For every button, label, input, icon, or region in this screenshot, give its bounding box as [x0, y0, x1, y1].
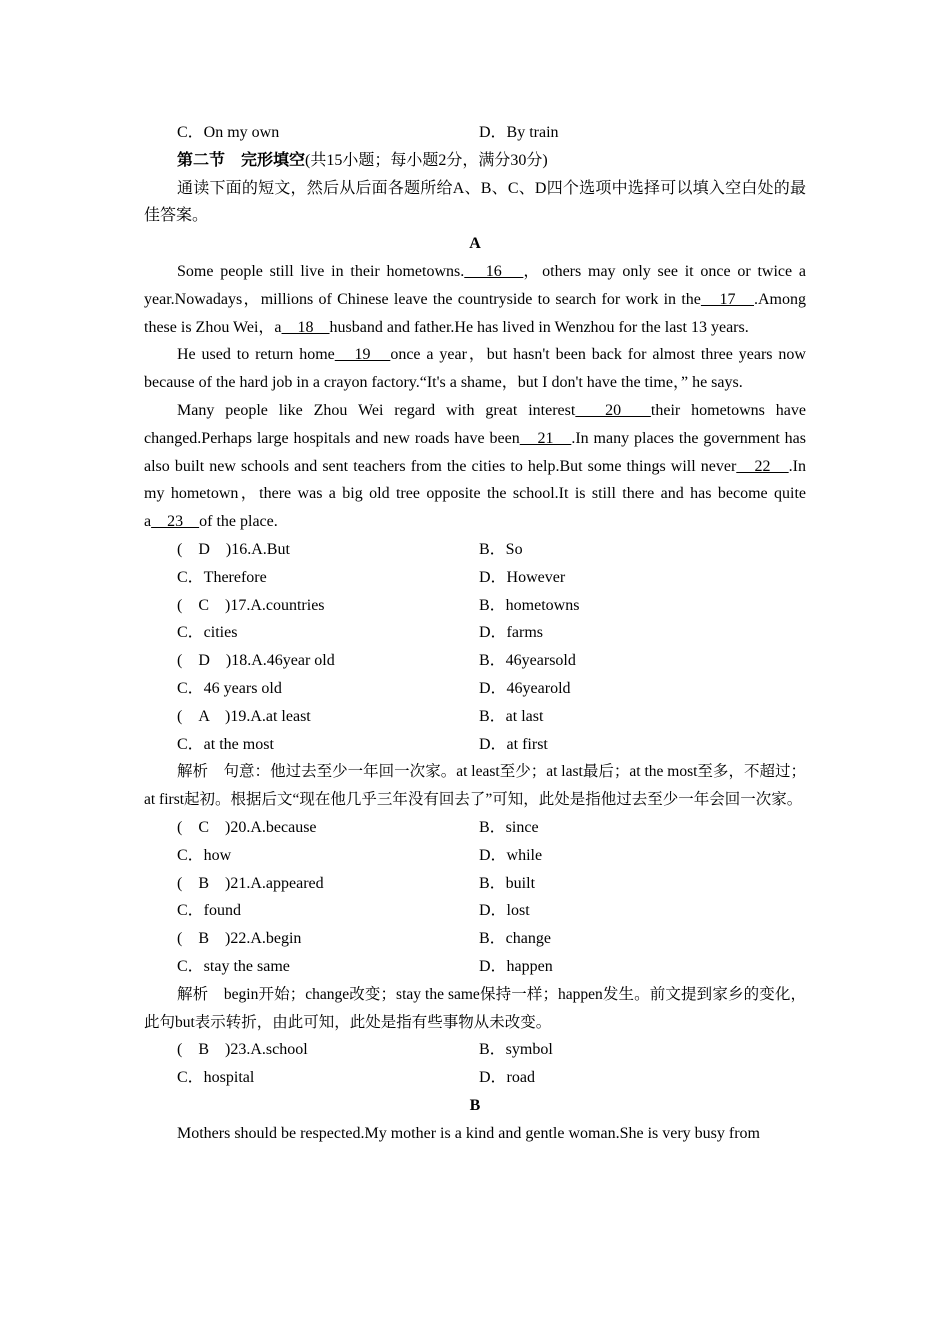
option-right: D．happen: [479, 957, 553, 975]
option-right: D．46yearold: [479, 679, 571, 697]
option-right: B．since: [479, 818, 539, 836]
section-title: [144, 147, 806, 175]
option-left: ( B )23.A.school: [177, 1041, 308, 1059]
option-right: D．However: [479, 568, 566, 586]
option-left: ( A )19.A.at least: [177, 707, 311, 725]
option-left: C．Therefore: [177, 568, 267, 586]
blank-20: 20: [575, 401, 651, 419]
question-row: [144, 1064, 806, 1092]
text-run: once a year，but hasn't been back for almost three years now because of the hard job in a crayon factory.“It's a shame，but I don't have the time，” he says.: [144, 346, 806, 392]
text-run: .In many places the government has also built new schools and sent teachers from the cities to help.But some things will never: [144, 429, 806, 475]
blank-22: 22: [736, 457, 789, 475]
option-left: C．at the most: [177, 735, 274, 753]
blank-16: 16: [464, 262, 524, 280]
text-run: .In my hometown，there was a big old tree opposite the school.It is still there and has become quite a: [144, 457, 806, 531]
section-title-rest: (共15小题；每小题2分，满分30分): [305, 151, 548, 169]
text-run: ，others may only see it once or twice a year.Nowadays，millions of Chinese leave the countryside to search for work in the: [144, 262, 806, 308]
option-d: D．By train: [479, 124, 559, 141]
option-right: D．farms: [479, 624, 543, 642]
option-right: B．symbol: [479, 1041, 553, 1059]
blank-17: 17: [700, 290, 754, 308]
question-row: [144, 536, 806, 564]
option-left: ( B )21.A.appeared: [177, 874, 324, 892]
blank-19: 19: [334, 346, 391, 364]
question-row: [144, 842, 806, 870]
passage-b-heading: B: [469, 1096, 481, 1114]
question-row: [144, 592, 806, 620]
passage-a-heading: A: [469, 235, 481, 253]
text-run: husband and father.He has lived in Wenzhou for the last 13 years.: [329, 318, 749, 336]
question-row: [144, 731, 806, 759]
option-left: ( D )16.A.But: [177, 540, 290, 558]
question-row: [144, 1036, 806, 1064]
option-left: ( D )18.A.46year old: [177, 652, 335, 670]
option-right: D．lost: [479, 902, 530, 920]
option-right: B．change: [479, 930, 551, 948]
question-row: [144, 953, 806, 981]
option-right: D．while: [479, 846, 543, 864]
passage-a-paragraph-3: [144, 397, 806, 536]
option-left: ( C )17.A.countries: [177, 596, 325, 614]
option-left: C．cities: [177, 624, 238, 642]
text-run: Many people like Zhou Wei regard with great interest: [177, 401, 576, 419]
passage-a-paragraph-2: [144, 341, 806, 397]
blank-18: 18: [281, 318, 330, 336]
question-row: [144, 703, 806, 731]
option-left: C．hospital: [177, 1069, 255, 1087]
option-right: B．built: [479, 874, 536, 892]
text-run: their hometowns have changed.Perhaps large hospitals and new roads have been: [144, 401, 807, 447]
question-row: [144, 897, 806, 925]
option-right: D．at first: [479, 735, 548, 753]
question-row: [144, 619, 806, 647]
blank-21: 21: [519, 429, 572, 447]
explanation-22: 解析 begin开始；change改变；stay the same保持一样；happen发生。前文提到家乡的变化，此句but表示转折，由此可知，此处是指有些事物从未改变。: [144, 985, 806, 1031]
question-list-2: [144, 814, 806, 981]
question-row: [144, 870, 806, 898]
option-c: C．On my own: [177, 124, 280, 141]
option-left: ( C )20.A.because: [177, 818, 317, 836]
option-right: B．46yearsold: [479, 652, 576, 670]
option-left: ( B )22.A.begin: [177, 930, 302, 948]
option-row: [144, 119, 806, 147]
question-row: [144, 675, 806, 703]
option-left: C．found: [177, 902, 242, 920]
text-run: Some people still live in their hometowns.: [177, 262, 465, 280]
section-title-bold: 第二节 完形填空: [177, 151, 306, 169]
question-row: [144, 925, 806, 953]
document-page: [144, 119, 806, 1147]
blank-23: 23: [151, 513, 200, 531]
text-run: .Among these is Zhou Wei，a: [144, 290, 806, 336]
option-right: B．at last: [479, 707, 544, 725]
text-run: He used to return home: [177, 346, 335, 364]
option-right: B．So: [479, 540, 523, 558]
passage-a-paragraph-1: [144, 258, 806, 341]
question-list-3: [144, 1036, 806, 1092]
option-left: C．46 years old: [177, 679, 282, 697]
option-left: C．stay the same: [177, 957, 290, 975]
passage-b-paragraph-1: Mothers should be respected.My mother is a kind and gentle woman.She is very busy from: [177, 1124, 760, 1142]
question-row: [144, 814, 806, 842]
option-left: C．how: [177, 846, 232, 864]
explanation-19: 解析 句意：他过去至少一年回一次家。at least至少；at last最后；at the most至多，不超过；at first起初。根据后文“现在他几乎三年没有回去了”可知，此处是指他过去至少一年会回一次家。: [144, 763, 806, 809]
question-list: [144, 536, 806, 758]
option-right: B．hometowns: [479, 596, 580, 614]
question-row: [144, 647, 806, 675]
text-run: of the place.: [199, 513, 278, 531]
question-row: [144, 564, 806, 592]
option-right: D．road: [479, 1069, 535, 1087]
section-instruction: 通读下面的短文，然后从后面各题所给A、B、C、D四个选项中选择可以填入空白处的最佳答案。: [144, 179, 806, 225]
